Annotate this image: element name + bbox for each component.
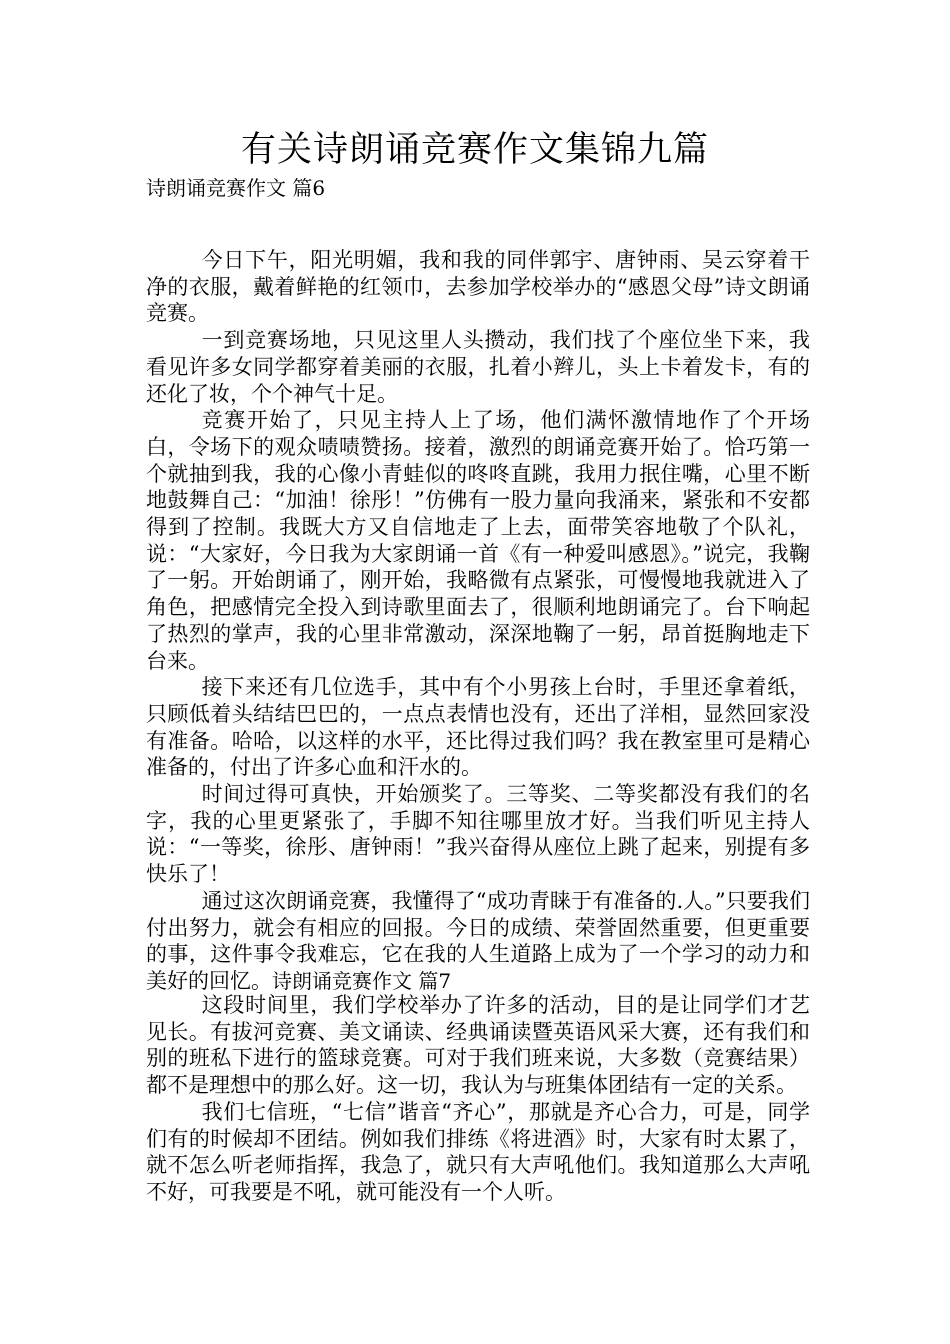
essay-6-body	[146, 247, 810, 995]
essay-6-paragraph-6-text: 通过这次朗诵竞赛，我懂得了“成功青睐于有准备的.人。”只要我们付出努力，就会有相应的回报。今日的成绩、荣誉固然重要，但更重要的事，这件事令我难忘，它在我的人生道路上成为了一个学习的动力和美好的回忆。	[146, 888, 810, 993]
essay-6-paragraph-6	[146, 888, 810, 995]
document-title: 有关诗朗诵竞赛作文集锦九篇	[240, 130, 709, 170]
essay-6-paragraph-5: 时间过得可真快，开始颁奖了。三等奖、二等奖都没有我们的名字，我的心里更紧张了，手脚不知往哪里放才好。当我们听见主持人说：“一等奖，徐彤、唐钟雨！”我兴奋得从座位上跳了起来，别提有多快乐了！	[146, 782, 810, 887]
essay-6-heading: 诗朗诵竞赛作文 篇6	[146, 176, 326, 200]
essay-6-paragraph-4: 接下来还有几位选手，其中有个小男孩上台时，手里还拿着纸，只顾低着头结结巴巴的，一点点表情也没有，还出了洋相，显然回家没有准备。哈哈，以这样的水平，还比得过我们吗？我在教室里可是精心准备的，付出了许多心血和汗水的。	[146, 675, 810, 780]
essay-7-heading: 诗朗诵竞赛作文 篇7	[272, 968, 452, 993]
essay-6-paragraph-1: 今日下午，阳光明媚，我和我的同伴郭宇、唐钟雨、吴云穿着干净的衣服，戴着鲜艳的红领巾，去参加学校举办的“感恩父母”诗文朗诵竞赛。	[146, 248, 810, 326]
essay-7-paragraph-1: 这段时间里，我们学校举办了许多的活动，目的是让同学们才艺见长。有拔河竞赛、美文诵读、经典诵读暨英语风采大赛，还有我们和别的班私下进行的篮球竞赛。可对于我们班来说，大多数（竞赛结果）都不是理想中的那么好。这一切，我认为与班集体团结有一定的关系。	[146, 993, 810, 1098]
essay-7-body	[146, 992, 810, 1206]
essay-6-paragraph-2: 一到竞赛场地，只见这里人头攒动，我们找了个座位坐下来，我看见许多女同学都穿着美丽的衣服，扎着小辫儿，头上卡着发卡，有的还化了妆，个个神气十足。	[146, 328, 810, 406]
essay-6-paragraph-3: 竞赛开始了，只见主持人上了场，他们满怀激情地作了个开场白，令场下的观众啧啧赞扬。接着，激烈的朗诵竞赛开始了。恰巧第一个就抽到我，我的心像小青蛙似的咚咚直跳，我用力抿住嘴，心里不断地鼓舞自己：“加油！徐彤！”仿佛有一股力量向我涌来，紧张和不安都得到了控制。我既大方又自信地走了上去，面带笑容地敬了个队礼，说：“大家好，今日我为大家朗诵一首《有一种爱叫感恩》。”说完，我鞠了一躬。开始朗诵了，刚开始，我略微有点紧张，可慢慢地我就进入了角色，把感情完全投入到诗歌里面去了，很顺利地朗诵完了。台下响起了热烈的掌声，我的心里非常激动，深深地鞠了一躬，昂首挺胸地走下台来。	[146, 408, 810, 673]
essay-7-paragraph-2: 我们七信班，“七信”谐音“齐心”，那就是齐心合力，可是，同学们有的时候却不团结。例如我们排练《将进酒》时，大家有时太累了，就不怎么听老师指挥，我急了，就只有大声吼他们。我知道那么大声吼不好，可我要是不吼，就可能没有一个人听。	[146, 1099, 810, 1204]
